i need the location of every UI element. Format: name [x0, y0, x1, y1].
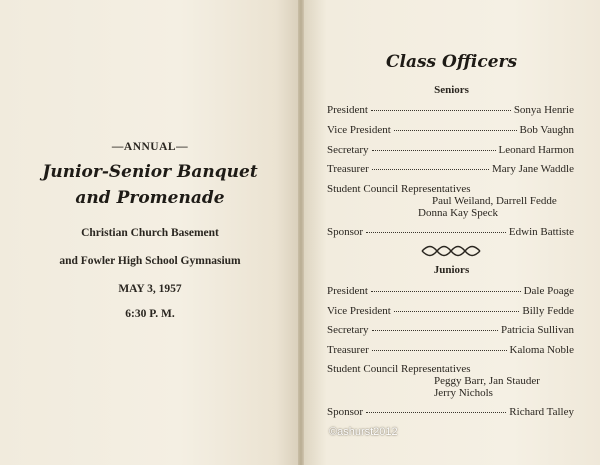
row-label: Treasurer: [327, 344, 369, 356]
juniors-sponsor-row: [327, 406, 574, 420]
event-date: MAY 3, 1957: [118, 283, 182, 295]
seniors-vice-president-row: [327, 124, 574, 138]
row-label: Secretary: [327, 144, 369, 156]
juniors-president-row: [327, 285, 574, 299]
seniors-secretary-row: [327, 144, 574, 158]
row-label: Secretary: [327, 324, 369, 336]
copyright-watermark: ©ashurst2012: [329, 426, 398, 438]
seniors-treasurer-row: [327, 163, 574, 177]
row-label: Sponsor: [327, 226, 364, 238]
row-value: Billy Fedde: [522, 305, 574, 317]
row-value: Kaloma Noble: [509, 344, 574, 356]
row-value: Edwin Battiste: [508, 226, 574, 238]
row-label: Treasurer: [327, 163, 369, 175]
leader-dots: [372, 150, 496, 151]
juniors-council-label: Student Council Representatives: [327, 363, 471, 375]
row-value: Mary Jane Waddle: [492, 163, 574, 175]
row-label: President: [327, 104, 368, 116]
leader-dots: [366, 232, 506, 233]
row-value: Richard Talley: [509, 406, 574, 418]
location-line2: and Fowler High School Gymnasium: [59, 255, 241, 267]
juniors-treasurer-row: [327, 344, 574, 358]
annual-label: —ANNUAL—: [111, 141, 189, 153]
seniors-council-label: Student Council Representatives: [327, 183, 471, 195]
row-label: Vice President: [327, 305, 391, 317]
row-label: President: [327, 285, 368, 297]
leader-dots: [366, 412, 506, 413]
leader-dots: [371, 291, 521, 292]
leader-dots: [371, 110, 511, 111]
leader-dots: [372, 169, 489, 170]
row-label: Sponsor: [327, 406, 364, 418]
row-value: Patricia Sullivan: [500, 324, 574, 336]
row-label: Vice President: [327, 124, 391, 136]
juniors-council-line1: Peggy Barr, Jan Stauder: [434, 375, 540, 387]
class-officers-title: Class Officers: [385, 52, 518, 72]
leader-dots: [372, 330, 498, 331]
leader-dots: [394, 130, 517, 131]
row-value: Leonard Harmon: [498, 144, 574, 156]
juniors-secretary-row: [327, 324, 574, 338]
location-line1: Christian Church Basement: [81, 227, 219, 239]
seniors-council-line2: Donna Kay Speck: [418, 207, 499, 219]
row-value: Sonya Henrie: [513, 104, 574, 116]
juniors-council-line2: Jerry Nichols: [434, 387, 493, 399]
seniors-president-row: [327, 104, 574, 118]
seniors-sponsor-row: [327, 226, 574, 240]
event-title-line2: and Promenade: [75, 188, 225, 208]
seniors-council-line1: Paul Weiland, Darrell Fedde: [432, 195, 557, 207]
row-value: Bob Vaughn: [519, 124, 574, 136]
row-value: Dale Poage: [523, 285, 574, 297]
leader-dots: [394, 311, 520, 312]
leader-dots: [372, 350, 507, 351]
event-time: 6:30 P. M.: [125, 308, 175, 320]
event-title-line1: Junior-Senior Banquet: [42, 162, 258, 182]
seniors-heading: Seniors: [434, 84, 469, 96]
juniors-heading: Juniors: [433, 264, 470, 276]
ornamental-divider: [420, 245, 482, 257]
juniors-vice-president-row: [327, 305, 574, 319]
